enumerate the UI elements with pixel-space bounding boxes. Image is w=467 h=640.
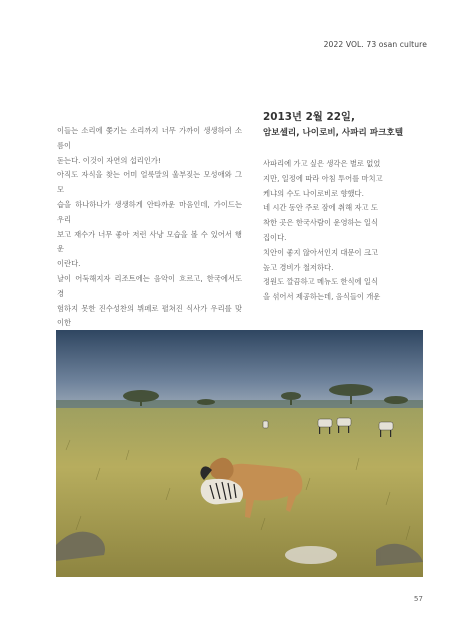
paragraph: 정원도 깔끔하고 메뉴도 한식에 일식 을 섞어서 제공하는데, 음식들이 개운: [263, 277, 381, 302]
safari-photo: [56, 330, 423, 577]
running-header: 2022 VOL. 73 osan culture: [323, 40, 427, 49]
right-column: [263, 157, 423, 305]
section-date-heading: 2013년 2월 22일,: [263, 111, 355, 123]
paragraph: 아직도 자식을 찾는 어미 얼룩말의 울부짖는 모성애와 그 모 습을 하나하나가 생생하게 안타까운 마음인데, 가이드는 우리 보고 재수가 너무 좋아 저런 사냥 모습을 볼 수 있어서 행운 이란다.: [57, 170, 242, 269]
paragraph: 네 시간 동안 주로 잠에 취해 자고 도 착한 곳은 한국사람이 운영하는 일식 집이다.: [263, 203, 379, 242]
paragraph: 날이 어둑해지자 리조트에는 음악이 흐르고, 한국에서도 경 험하지 못한 진수성찬의 뷔페로 펼쳐진 식사가 우리를 맞이한: [57, 273, 242, 328]
section-location-heading: 암보셀리, 나이로비, 사파리 파크호텔: [263, 128, 404, 138]
paragraph: 사파리에 가고 싶은 생각은 별로 없었 지만, 일정에 따라 아침 투어를 마치고 케냐의 수도 나이로비로 향했다.: [263, 159, 383, 198]
paragraph: 치안이 좋지 않아서인지 대문이 크고 높고 경비가 철저하다.: [263, 247, 379, 272]
lioness-zebra-photo-image: [56, 330, 423, 577]
page-number: 57: [413, 594, 423, 603]
paragraph: 이들는 소리에 쫓기는 소리까지 너무 가까이 생생하여 소름이 돋는다. 이것이 자연의 섭리인가!: [57, 126, 242, 165]
